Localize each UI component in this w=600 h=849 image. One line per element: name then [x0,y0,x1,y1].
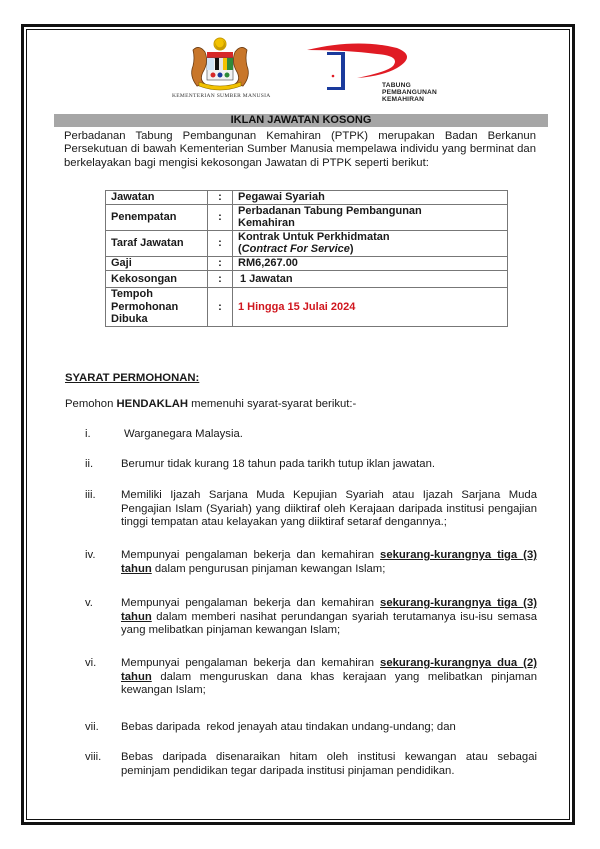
list-item: viii. Bebas daripada disenaraikan hitam oleh institusi kewangan atau sebagai peminjam pendidikan tegar daripada institusi pinjaman pendidikan. [85,751,537,777]
table-row [106,191,508,205]
ptpk-logo-text: TABUNG PEMBANGUNAN KEMAHIRAN [382,82,437,103]
item-number: vii. [85,721,99,733]
item-number: ii. [85,458,94,470]
item-number: vi. [85,657,97,669]
list-item: vii. Bebas daripada rekod jenayah atau tindakan undang-undang; dan [85,721,456,733]
list-item: i. Warganegara Malaysia. [85,428,243,440]
row-value: Kontrak Untuk Perkhidmatan (Contract For Service) [233,230,508,256]
table-row [106,204,508,230]
row-label: Tempoh Permohonan Dibuka [106,288,208,327]
row-label: Kekosongan [106,270,208,288]
item-number: v. [85,597,93,609]
ptpk-logo [305,42,437,103]
row-label: Gaji [106,256,208,270]
row-label: Jawatan [106,191,208,205]
emphasis: sekurang-kurangnya tiga (3) tahun [121,549,537,575]
row-separator: : [208,230,233,256]
list-item: iv. Mempunyai pengalaman bekerja dan kemahiran sekurang-kurangnya tiga (3) tahun dalam pengurusan pinjaman kewangan Islam; [85,549,537,575]
header-logos [0,36,600,103]
table-row [106,256,508,270]
intro-paragraph: Perbadanan Tabung Pembangunan Kemahiran (PTPK) merupakan Badan Berkanun Persekutuan di bawah Kementerian Sumber Manusia mempelawa individu yang berminat dan berkelayakan bagi mengisi kekosongan Jawatan di PTPK seperti berikut: [64,130,536,169]
row-separator: : [208,191,233,205]
list-item: vi. Mempunyai pengalaman bekerja dan kemahiran sekurang-kurangnya dua (2) tahun dalam menguruskan dana khas kerajaan yang melibatkan pinjaman kewangan Islam; [85,657,537,697]
emphasis: sekurang-kurangnya tiga (3) tahun [121,597,537,623]
row-value: RM6,267.00 [233,256,508,270]
coat-of-arms-icon [187,36,253,92]
item-number: viii. [85,751,102,763]
item-number: i. [85,428,91,440]
item-number: iii. [85,489,96,501]
page-title: IKLAN JAWATAN KOSONG [54,114,548,127]
row-value: 1 Jawatan [233,270,508,288]
ministry-logo [172,36,271,100]
row-value-note: Contract For Service [241,243,350,256]
row-value: Perbadanan Tabung Pembangunan Kemahiran [233,204,508,230]
ministry-caption: KEMENTERIAN SUMBER MANUSIA [172,93,271,99]
row-separator: : [208,204,233,230]
row-separator: : [208,256,233,270]
table-row [106,270,508,288]
row-value: Pegawai Syariah [233,191,508,205]
table-row [106,230,508,256]
list-item: v. Mempunyai pengalaman bekerja dan kemahiran sekurang-kurangnya tiga (3) tahun dalam memberi nasihat perundangan syariah terutamanya isu-isu semasa yang melibatkan pinjaman kewangan Islam; [85,597,537,637]
table-row [106,288,508,327]
requirements-lead: Pemohon HENDAKLAH memenuhi syarat-syarat berikut:- [65,398,357,410]
application-period-value: 1 Hingga 15 Julai 2024 [233,288,508,327]
requirements-heading: SYARAT PERMOHONAN: [65,372,200,384]
list-item: iii. Memiliki Ijazah Sarjana Muda Kepujian Syariah atau Ijazah Sarjana Muda Pengajian Islam (Syariah) yang diiktiraf oleh Kerajaan daripada institusi pengajian tinggi tempatan atau kelayakan yang diiktiraf setaraf dengannya.; [85,489,537,529]
row-separator: : [208,270,233,288]
row-label: Taraf Jawatan [106,230,208,256]
row-label: Penempatan [106,204,208,230]
emphasis: sekurang-kurangnya dua (2) tahun [121,657,537,683]
row-separator: : [208,288,233,327]
list-item: ii. Berumur tidak kurang 18 tahun pada tarikh tutup iklan jawatan. [85,458,435,470]
job-details-table [105,190,508,327]
row-value-main: Kontrak Untuk Perkhidmatan [238,230,390,243]
item-number: iv. [85,549,96,561]
